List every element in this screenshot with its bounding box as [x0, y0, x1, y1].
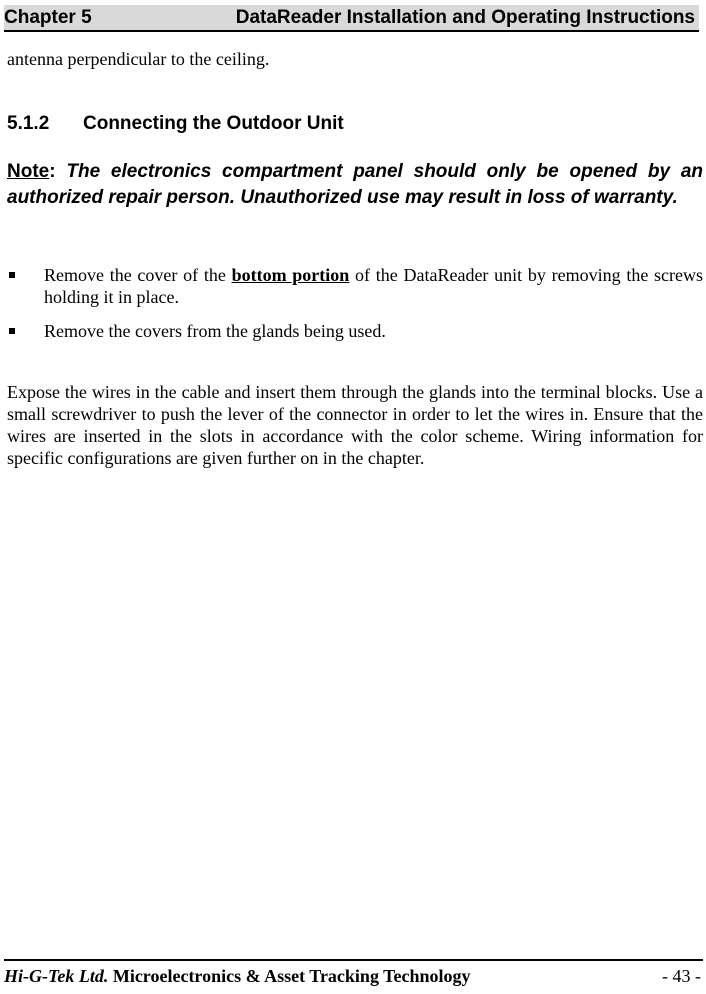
list-item [7, 320, 703, 342]
chapter-label: Chapter 5 [4, 7, 92, 28]
bullet-list [7, 264, 703, 354]
bullet-text-after: of the DataReader unit by removing the screws holding it in place. [44, 265, 704, 307]
bullet-text-before: Remove the covers from the glands being used. [44, 321, 386, 341]
section-title: Connecting the Outdoor Unit [83, 113, 344, 134]
footer-tagline: Microelectronics & Asset Tracking Technology [112, 966, 471, 986]
section-number: 5.1.2 [7, 113, 50, 134]
square-bullet-icon [9, 272, 15, 278]
note-block [7, 159, 703, 211]
list-item [7, 264, 703, 308]
page-header [4, 5, 699, 32]
note-label: Note [7, 161, 50, 182]
section-heading [7, 112, 703, 136]
footer-company: Hi-G-Tek Ltd. [4, 966, 109, 986]
note-text: The electronics compartment panel should only be opened by an authorized repair person. Unauthorized use may result in loss of warranty. [7, 161, 703, 208]
square-bullet-icon [9, 328, 15, 334]
chapter-title: DataReader Installation and Operating Instructions [235, 7, 695, 28]
body-paragraph: Expose the wires in the cable and insert them through the glands into the terminal blocks. Use a small screwdriver to push the lever of the connector in order to let the wires in. Ensure that the wires are inserted in the slots in accordance with the color scheme. Wiring information for specific configurations are given further on in the chapter. [7, 382, 703, 468]
page-number: - 43 - [662, 966, 701, 986]
intro-text: antenna perpendicular to the ceiling. [7, 49, 270, 69]
note-separator: : [49, 161, 56, 182]
page-footer [4, 959, 703, 991]
bullet-highlight: bottom portion [231, 265, 350, 285]
bullet-text-before: Remove the cover of the [44, 265, 232, 285]
